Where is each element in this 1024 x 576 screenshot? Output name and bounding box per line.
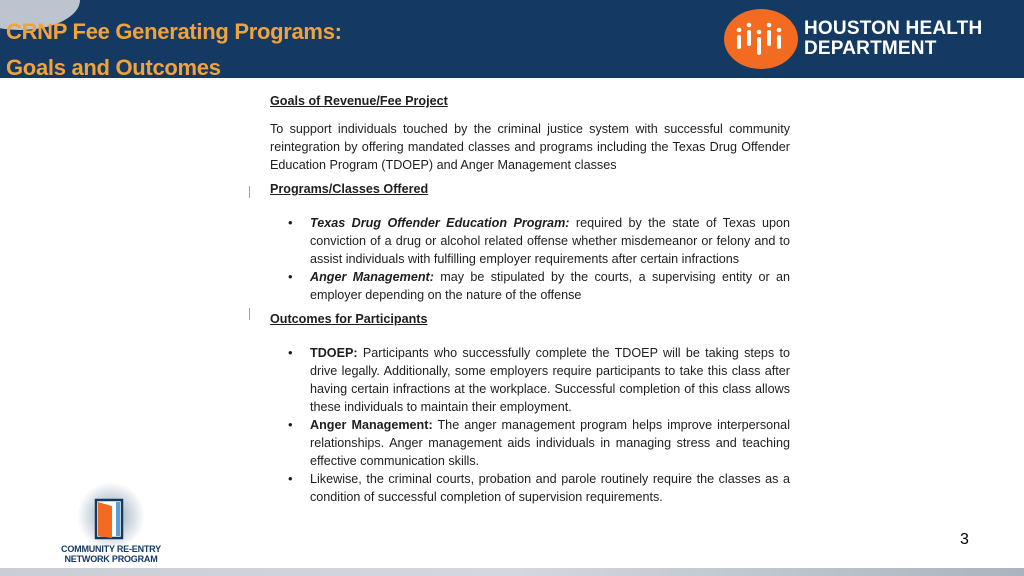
program-lead: Texas Drug Offender Education Program: bbox=[310, 216, 570, 230]
list-item bbox=[270, 214, 790, 268]
program-text: may be stipulated by the courts, a supervising entity or an employer depending on the nature of the offense bbox=[310, 270, 790, 302]
header-bar bbox=[0, 0, 1024, 78]
programs-list bbox=[270, 214, 790, 304]
list-item bbox=[270, 344, 790, 416]
program-lead: Anger Management: bbox=[310, 270, 434, 284]
hhd-logo-line2: DEPARTMENT bbox=[804, 38, 937, 59]
outcomes-list bbox=[270, 344, 790, 506]
crnp-logo-line2: NETWORK PROGRAM bbox=[64, 554, 158, 564]
divider-tick bbox=[249, 186, 250, 198]
bullet-icon: • bbox=[288, 345, 293, 360]
slide-title-line1: CRNP Fee Generating Programs: bbox=[6, 19, 342, 44]
outcome-text: Likewise, the criminal courts, probation and parole routinely require the classes as a condition of successful completion of supervision requirements. bbox=[310, 472, 790, 504]
list-item bbox=[270, 470, 790, 506]
bullet-icon: • bbox=[288, 269, 293, 284]
programs-heading: Programs/Classes Offered bbox=[270, 182, 429, 196]
crnp-logo-mark-icon bbox=[46, 480, 176, 546]
bullet-icon: • bbox=[288, 417, 293, 432]
goals-paragraph: To support individuals touched by the criminal justice system with successful community reintegration by offering mandated classes and programs including the Texas Drug Offender Education Program (TDOEP) and Anger Management classes bbox=[270, 122, 790, 172]
bullet-icon: • bbox=[288, 215, 293, 230]
hhd-logo-line1: HOUSTON HEALTH bbox=[804, 18, 983, 39]
crnp-logo-text bbox=[46, 544, 176, 564]
outcome-text: Participants who successfully complete the TDOEP will be taking steps to drive legally. Additionally, some employers require participants to take this class after having certain infractions at the workplace. Successful completion of this class allows these individuals to maintain their employment. bbox=[310, 346, 790, 414]
goals-heading: Goals of Revenue/Fee Project bbox=[270, 94, 448, 108]
slide-title bbox=[6, 14, 342, 78]
page-number: 3 bbox=[960, 531, 969, 548]
program-text: required by the state of Texas upon conviction of a drug or alcohol related offense whether misdemeanor or felony and to assist individuals with fulfilling employer requirements after certain infractions bbox=[310, 216, 791, 266]
houston-health-department-logo bbox=[724, 9, 1014, 69]
hhd-logo-mark-icon bbox=[724, 9, 798, 69]
list-item bbox=[270, 268, 790, 304]
divider-tick bbox=[249, 308, 250, 320]
bullet-icon: • bbox=[288, 471, 293, 486]
hhd-logo-text bbox=[804, 19, 982, 59]
list-item bbox=[270, 416, 790, 470]
crnp-logo-line1: COMMUNITY RE-ENTRY bbox=[61, 544, 161, 554]
outcome-lead: TDOEP: bbox=[310, 346, 358, 360]
outcomes-heading: Outcomes for Participants bbox=[270, 312, 428, 326]
footer-bar bbox=[0, 568, 1024, 576]
outcome-lead: Anger Management: bbox=[310, 418, 433, 432]
outcome-text: The anger management program helps improve interpersonal relationships. Anger management aids individuals in managing stress and teaching effective communication skills. bbox=[310, 418, 790, 468]
slide-title-line2: Goals and Outcomes bbox=[6, 55, 221, 78]
crnp-logo bbox=[46, 480, 176, 568]
document-body bbox=[270, 92, 790, 512]
